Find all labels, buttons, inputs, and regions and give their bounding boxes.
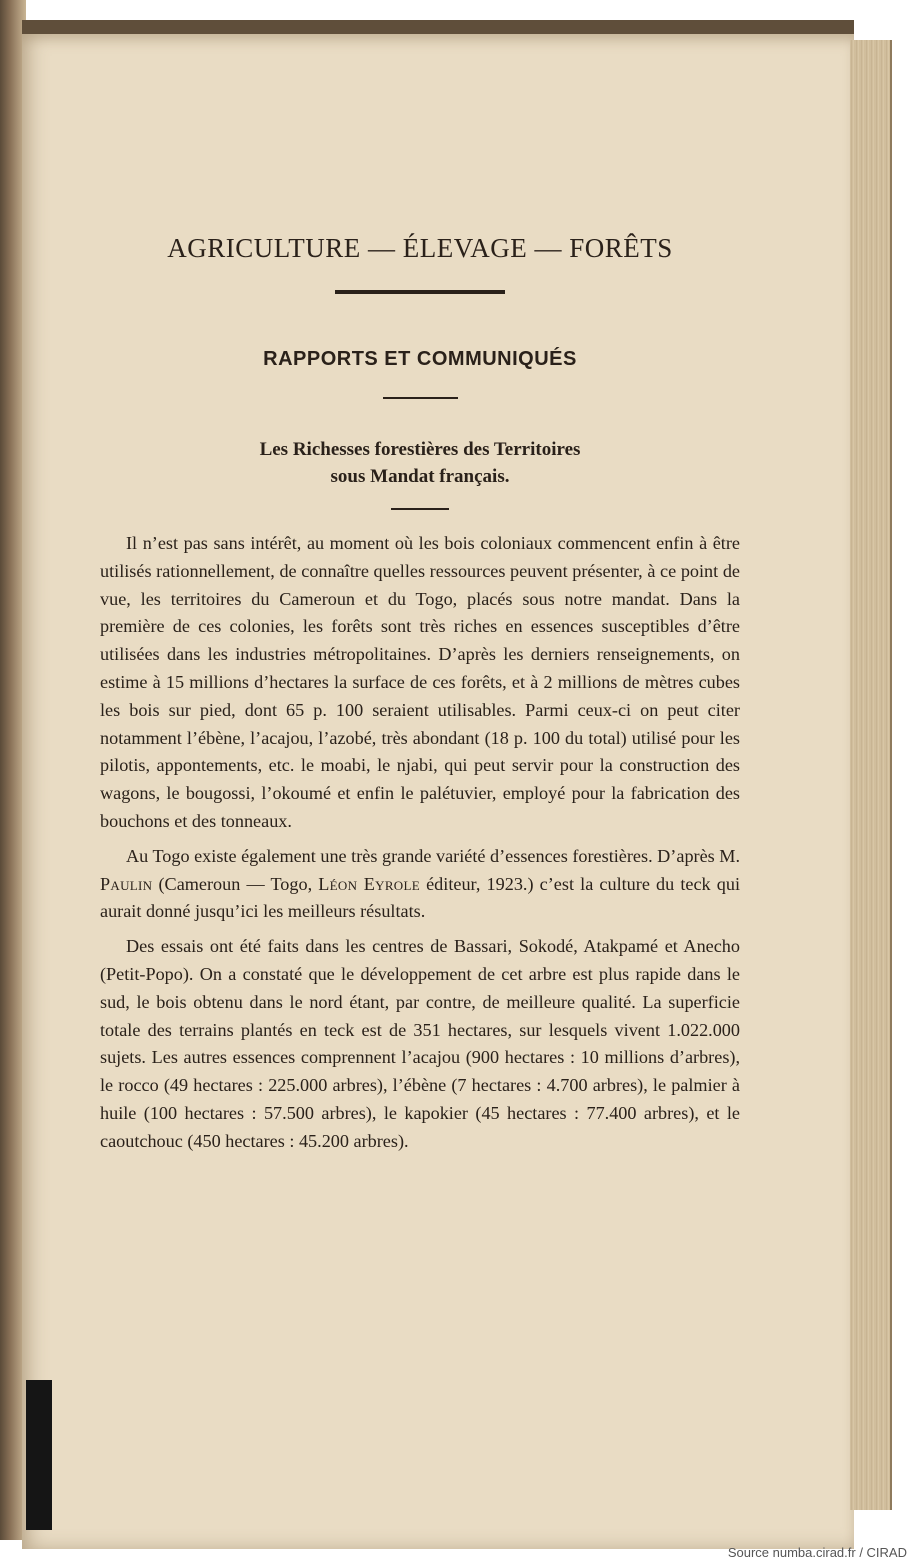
page-content: [100, 225, 740, 1163]
paragraph-2-start: Au Togo existe également une très grande variété d’essences forestières. D’après M.: [126, 845, 741, 866]
article-title: [100, 436, 740, 490]
bookmark-ribbon: [26, 1380, 52, 1530]
paragraph-2-end: éditeur, 1923.) c’est la culture du teck qui aurait donné jusqu’ici les meilleurs résultats.: [100, 873, 741, 922]
page-stack-edge: [850, 40, 892, 1510]
author-name: Paulin: [100, 873, 153, 894]
title-rule: [391, 508, 449, 510]
section-heading: RAPPORTS ET COMMUNIQUÉS: [263, 348, 577, 370]
paragraph-1: Il n’est pas sans intérêt, au moment où les bois coloniaux commencent enfin à être utilisés rationnellement, de connaître quelles ressources peuvent présenter, à ce point de vue, les territoires du Cameroun et du Togo, placés sous notre mandat. Dans la première de ces colonies, les forêts sont très riches en essences susceptibles d’être utilisées dans les industries métropolitaines. D’après les derniers renseignements, on estime à 15 millions d’hectares la surface de ces forêts, et à 2 millions de mètres cubes les bois sur pied, dont 65 p. 100 seraient utilisables. Parmi ceux-ci on peut citer notamment l’ébène, l’acajou, l’azobé, très abondant (18 p. 100 du total) utilisé pour les pilotis, appontements, etc. le moabi, le njabi, qui peut servir pour la construction des wagons, le bougossi, l’okoumé et enfin le palétuvier, employé pour la fabrication des bouchons et des tonneaux.: [100, 533, 740, 831]
publisher-name: Léon Eyrole: [318, 873, 420, 894]
paragraph-3: Des essais ont été faits dans les centres de Bassari, Sokodé, Atakpamé et Anecho (Petit-Popo). On a constaté que le développement de cet arbre est plus rapide dans le sud, le bois obtenu dans le nord étant, par contre, de meilleure qualité. La superficie totale des terrains plantés en teck est de 351 hectares, sur lesquels vivent 1.022.000 sujets. Les autres essences comprennent l’acajou (900 hectares : 10 millions d’arbres), le rocco (49 hectares : 225.000 arbres), l’ébène (7 hectares : 4.700 arbres), le palmier à huile (100 hectares : 57.500 arbres), le kapokier (45 hectares : 77.400 arbres), et le caoutchouc (450 hectares : 45.200 arbres).: [100, 936, 740, 1151]
article-body: [100, 530, 740, 1156]
paragraph-2: [100, 843, 740, 926]
article-title-line-2: sous Mandat français.: [330, 466, 510, 487]
article-title-line-1: Les Richesses forestières des Territoires: [259, 439, 581, 460]
source-credit: Source numba.cirad.fr / CIRAD: [727, 1545, 907, 1560]
main-heading: AGRICULTURE — ÉLEVAGE — FORÊTS: [167, 233, 673, 263]
section-rule: [383, 397, 458, 399]
paragraph-2-mid: (Cameroun — Togo,: [158, 873, 313, 894]
heading-rule: [335, 290, 505, 294]
